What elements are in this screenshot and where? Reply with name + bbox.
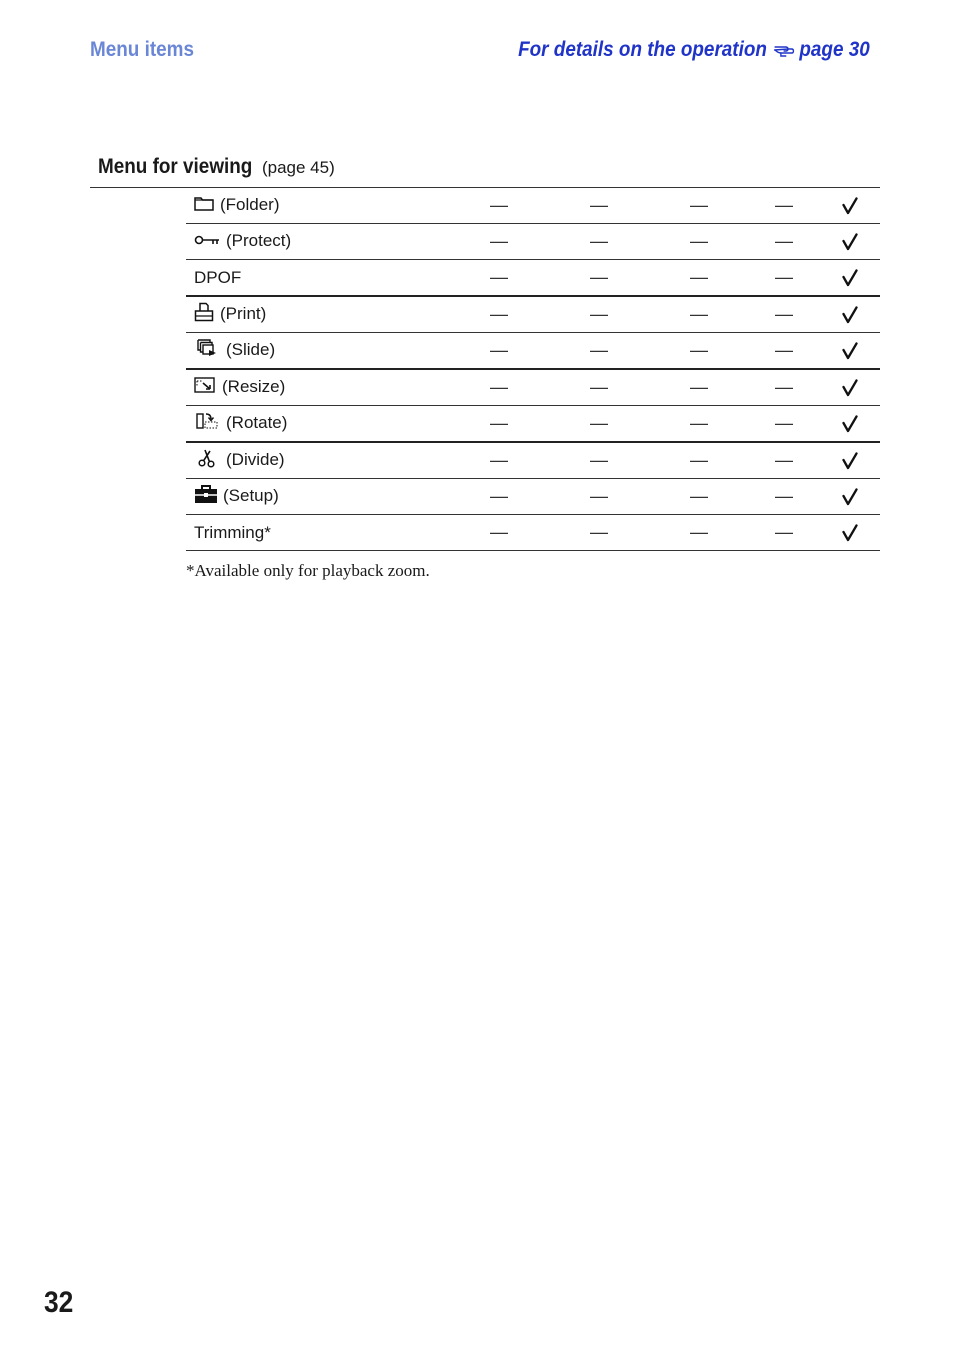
row-value: — <box>449 260 549 297</box>
header-operation-reference[interactable] <box>518 38 870 62</box>
row-value: — <box>549 442 649 479</box>
table-row <box>186 369 880 406</box>
row-label-cell <box>186 515 449 551</box>
row-value: — <box>449 515 549 551</box>
row-label: (Resize) <box>222 376 286 396</box>
row-check-cell <box>819 260 880 297</box>
check-icon <box>842 306 858 324</box>
row-value: — <box>749 369 819 406</box>
printer-icon <box>194 302 214 327</box>
check-icon <box>842 342 858 360</box>
row-value: — <box>649 224 749 260</box>
row-label-cell <box>186 188 449 224</box>
row-value: — <box>449 369 549 406</box>
viewing-menu-table <box>186 188 880 551</box>
table-row <box>186 296 880 333</box>
row-label-cell <box>186 296 449 333</box>
row-label: (Protect) <box>226 231 292 251</box>
row-label: (Divide) <box>226 449 285 469</box>
row-value: — <box>549 296 649 333</box>
row-label: DPOF <box>194 267 242 287</box>
row-value: — <box>649 442 749 479</box>
row-value: — <box>449 442 549 479</box>
table-row <box>186 406 880 443</box>
row-value: — <box>649 333 749 370</box>
row-value: — <box>749 333 819 370</box>
row-value: — <box>549 406 649 443</box>
scissors-icon <box>198 448 216 473</box>
row-value: — <box>549 479 649 515</box>
row-value: — <box>649 260 749 297</box>
row-value: — <box>549 369 649 406</box>
row-value: — <box>749 260 819 297</box>
resize-icon <box>194 377 216 398</box>
row-check-cell <box>819 515 880 551</box>
header-operation-text: For details on the operation <box>518 38 768 61</box>
row-check-cell <box>819 333 880 370</box>
row-value: — <box>749 296 819 333</box>
row-value: — <box>449 406 549 443</box>
check-icon <box>842 233 858 251</box>
row-value: — <box>549 515 649 551</box>
row-label: (Setup) <box>223 485 279 505</box>
row-value: — <box>749 442 819 479</box>
row-label: (Rotate) <box>226 412 288 432</box>
toolbox-icon <box>194 484 218 509</box>
row-label-cell <box>186 369 449 406</box>
row-check-cell <box>819 479 880 515</box>
table-row <box>186 224 880 260</box>
pointing-hand-icon <box>773 42 795 58</box>
row-value: — <box>749 515 819 551</box>
slideshow-icon <box>197 339 217 362</box>
check-icon <box>842 197 858 215</box>
row-value: — <box>749 188 819 224</box>
row-value: — <box>549 260 649 297</box>
row-value: — <box>549 333 649 370</box>
table-row <box>186 333 880 370</box>
header-page-link[interactable]: page 30 <box>799 38 870 61</box>
table-row <box>186 515 880 551</box>
check-icon <box>842 415 858 433</box>
row-value: — <box>649 296 749 333</box>
check-icon <box>842 524 858 542</box>
row-value: — <box>749 224 819 260</box>
rotate-icon <box>196 412 218 435</box>
row-check-cell <box>819 296 880 333</box>
row-value: — <box>449 296 549 333</box>
check-icon <box>842 379 858 397</box>
row-value: — <box>449 479 549 515</box>
folder-icon <box>194 195 214 216</box>
row-label-cell <box>186 479 449 515</box>
row-value: — <box>749 479 819 515</box>
check-icon <box>842 269 858 287</box>
row-value: — <box>449 188 549 224</box>
row-value: — <box>649 515 749 551</box>
row-value: — <box>749 406 819 443</box>
row-label: (Print) <box>220 303 267 323</box>
row-label-cell <box>186 442 449 479</box>
header-section-title: Menu items <box>90 38 194 61</box>
row-value: — <box>549 224 649 260</box>
row-value: — <box>649 188 749 224</box>
row-label-cell <box>186 406 449 443</box>
row-check-cell <box>819 188 880 224</box>
check-icon <box>842 452 858 470</box>
row-label: (Slide) <box>226 339 276 359</box>
table-row <box>186 442 880 479</box>
table-row <box>186 188 880 224</box>
footnote: *Available only for playback zoom. <box>186 561 430 580</box>
row-check-cell <box>819 406 880 443</box>
row-label: (Folder) <box>220 194 280 214</box>
table-row <box>186 479 880 515</box>
row-value: — <box>449 333 549 370</box>
table-row <box>186 260 880 297</box>
row-value: — <box>649 369 749 406</box>
row-label: Trimming* <box>194 522 271 542</box>
section-page-ref: (page 45) <box>261 158 335 177</box>
row-value: — <box>549 188 649 224</box>
row-label-cell <box>186 260 449 297</box>
row-value: — <box>449 224 549 260</box>
check-icon <box>842 488 858 506</box>
row-value: — <box>649 406 749 443</box>
row-check-cell <box>819 224 880 260</box>
row-value: — <box>649 479 749 515</box>
row-label-cell <box>186 333 449 370</box>
row-check-cell <box>819 442 880 479</box>
row-label-cell <box>186 224 449 260</box>
row-check-cell <box>819 369 880 406</box>
key-icon <box>194 232 220 252</box>
section-heading <box>98 155 335 179</box>
page-number: 32 <box>44 1286 74 1319</box>
section-title: Menu for viewing <box>98 155 253 178</box>
